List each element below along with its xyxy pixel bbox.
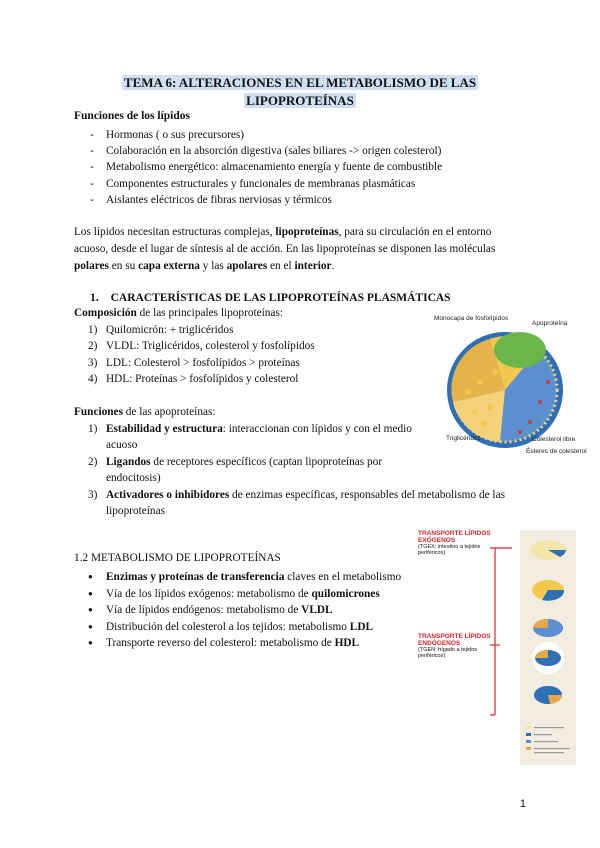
- list-item: 1) Quilomicrón: + triglicéridos: [88, 324, 234, 336]
- lipoprotein-diagram: [420, 312, 590, 472]
- label-monocapa: Monocapa de fosfolípidos: [434, 315, 509, 322]
- title-line-2: LIPOPROTEÍNAS: [246, 93, 354, 108]
- label-colesterol-libre: Colesterol libre: [532, 436, 576, 443]
- label-trigliceridos: Triglicéridos: [446, 435, 481, 442]
- exo-sub: (TGEX: intestino a tejidos periféricos): [418, 544, 481, 556]
- list-item: 3) Activadores o inhibidores de enzimas específicas, responsables del metabolismo de las lipoproteínas: [88, 489, 505, 518]
- list-item: - Metabolismo energético: almacenamiento energía y fuente de combustible: [80, 159, 540, 175]
- list-item: 2) Ligandos de receptores específicos (captan lipoproteínas por endocitosis): [88, 455, 383, 485]
- legend-swatch: [526, 747, 531, 750]
- legend-text-line: [534, 734, 552, 735]
- section2-heading: 1.2 METABOLISMO DE LIPOPROTEÍNAS: [74, 552, 281, 564]
- endo-sub: (TGEN: hígado a tejidos periféricos): [418, 647, 478, 659]
- transport-diagram: [490, 530, 580, 765]
- endo-title: TRANSPORTE LÍPIDOS ENDÓGENOS: [418, 633, 491, 647]
- list-item: ● Enzimas y proteínas de transferencia claves en el metabolismo: [76, 569, 406, 586]
- apoproteina-shape: [494, 332, 546, 368]
- legend-text-line: [534, 748, 570, 749]
- list-item: ● Vía de los lípidos exógenos: metabolismo de quilomicrones: [76, 586, 406, 603]
- intro-paragraph: Los lípidos necesitan estructuras complejas, lipoproteínas, para su circulación en el entorno acuoso, desde el lugar de síntesis al de acción. En las lipoproteínas se disponen las moléculas polares en su capa externa y las apolares en el interior.: [74, 226, 496, 272]
- apoproteinas-list: [76, 421, 436, 487]
- composicion-list: [76, 322, 376, 388]
- list-item: - Aislantes eléctricos de fibras nerviosas y térmicos: [80, 192, 540, 208]
- page-title: [80, 74, 520, 110]
- label-esteres: Ésteres de colesterol: [526, 448, 587, 455]
- funciones-apo-intro: Funciones de las apoproteínas:: [74, 406, 216, 418]
- legend-text-line: [534, 752, 564, 753]
- list-item: - Componentes estructurales y funcionales de membranas plasmáticas: [80, 176, 540, 192]
- funciones-list: [80, 127, 540, 208]
- legend-swatch: [526, 733, 531, 736]
- title-line-1: TEMA 6: ALTERACIONES EN EL METABOLISMO DE LAS: [123, 75, 477, 90]
- funciones-heading: Funciones de los lípidos: [74, 110, 190, 122]
- section1-heading: 1. CARACTERÍSTICAS DE LAS LIPOPROTEÍNAS PLASMÁTICAS: [90, 292, 451, 304]
- list-item: 1) Estabilidad y estructura: interaccionan con lípidos y con el medio acuoso: [88, 423, 412, 452]
- legend-text-line: [534, 741, 558, 742]
- legend-swatch: [526, 726, 531, 729]
- list-item: ● Transporte reverso del colesterol: metabolismo de HDL: [76, 635, 421, 652]
- list-item: ● Vía de lípidos endógenos: metabolismo de VLDL: [76, 602, 421, 619]
- section2-list: [76, 569, 421, 652]
- exo-title: TRANSPORTE LÍPIDOS EXÓGENOS: [418, 530, 491, 544]
- list-item: 3) LDL: Colesterol > fosfolípidos > proteínas: [88, 356, 300, 369]
- page-number: 1: [519, 798, 526, 810]
- label-apoproteina: Apoproteína: [532, 320, 568, 327]
- apoproteinas-list-3: [76, 487, 536, 520]
- list-item: 4) HDL: Proteínas > fosfolípidos y colesterol: [88, 373, 299, 386]
- list-item: ● Distribución del colesterol a los tejidos: metabolismo LDL: [76, 619, 421, 636]
- list-item: - Hormonas ( o sus precursores): [80, 127, 540, 143]
- legend-text-line: [534, 727, 564, 728]
- list-item: 2) VLDL: Triglicéridos, colesterol y fosfolípidos: [88, 340, 315, 353]
- legend-swatch: [526, 740, 531, 743]
- list-item: - Colaboración en la absorción digestiva (sales biliares -> origen colesterol): [80, 143, 540, 159]
- composicion-intro: Composición de las principales lipoproteínas:: [74, 307, 283, 319]
